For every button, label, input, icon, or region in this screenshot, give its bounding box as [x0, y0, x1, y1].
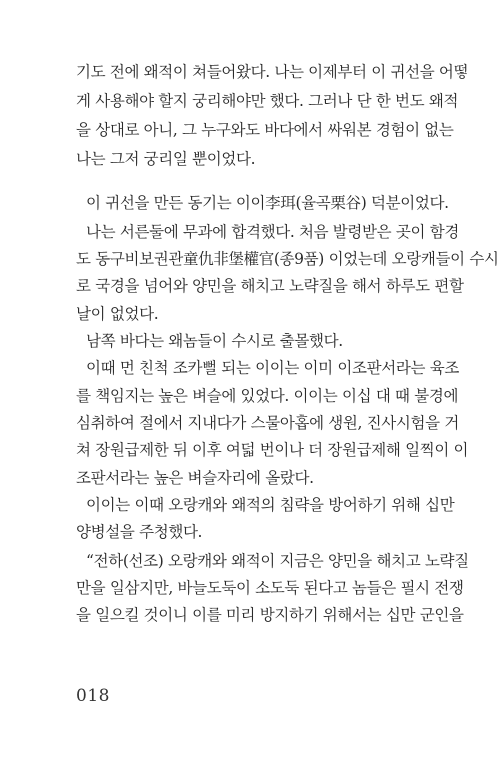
text-line: 남쪽 바다는 왜놈들이 수시로 출몰했다.: [86, 332, 343, 350]
text-line: 쳐 장원급제한 뒤 이후 여덟 번이나 더 장원급제해 일찍이 이: [76, 441, 469, 459]
text-line: “전하(선조) 오랑캐와 왜적이 지금은 양민을 해치고 노략질: [86, 552, 469, 570]
page-number: 018: [76, 686, 110, 706]
text-line: 도 동구비보권관童仇非堡權官(종9품) 이었는데 오랑캐들이 수시: [76, 250, 499, 268]
text-line: 로 국경을 넘어와 양민을 해치고 노략질을 해서 하루도 편할: [76, 277, 464, 295]
text-line: 게 사용해야 할지 궁리해야만 했다. 그러나 단 한 번도 왜적: [76, 92, 459, 110]
text-line: 을 일으킬 것이니 이를 미리 방지하기 위해서는 십만 군인을: [76, 606, 464, 624]
text-line: 양병설을 주청했다.: [76, 523, 203, 541]
text-line: 만을 일삼지만, 바늘도둑이 소도둑 된다고 놈들은 필시 전쟁: [76, 579, 464, 597]
text-line: 기도 전에 왜적이 쳐들어왔다. 나는 이제부터 이 귀선을 어떻: [76, 63, 469, 81]
text-line: 심취하여 절에서 지내다가 스물아홉에 생원, 진사시험을 거: [76, 414, 459, 432]
text-line: 이이는 이때 오랑캐와 왜적의 침략을 방어하기 위해 십만: [86, 496, 455, 514]
text-line: 날이 없었다.: [76, 305, 159, 323]
text-line: 나는 서른둘에 무과에 합격했다. 처음 발령받은 곳이 함경: [86, 223, 459, 241]
text-line: 이때 먼 친척 조카뻘 되는 이이는 이미 이조판서라는 육조: [86, 359, 459, 377]
text-line: 를 책임지는 높은 벼슬에 있었다. 이이는 이십 대 때 불경에: [76, 387, 459, 405]
text-line: 조판서라는 높은 벼슬자리에 올랐다.: [76, 469, 314, 487]
text-line: 을 상대로 아니, 그 누구와도 바다에서 싸워본 경험이 없는: [76, 121, 454, 139]
text-line: 이 귀선을 만든 동기는 이이李珥(율곡栗谷) 덕분이었다.: [86, 194, 449, 212]
text-line: 나는 그저 궁리일 뿐이었다.: [76, 150, 256, 168]
